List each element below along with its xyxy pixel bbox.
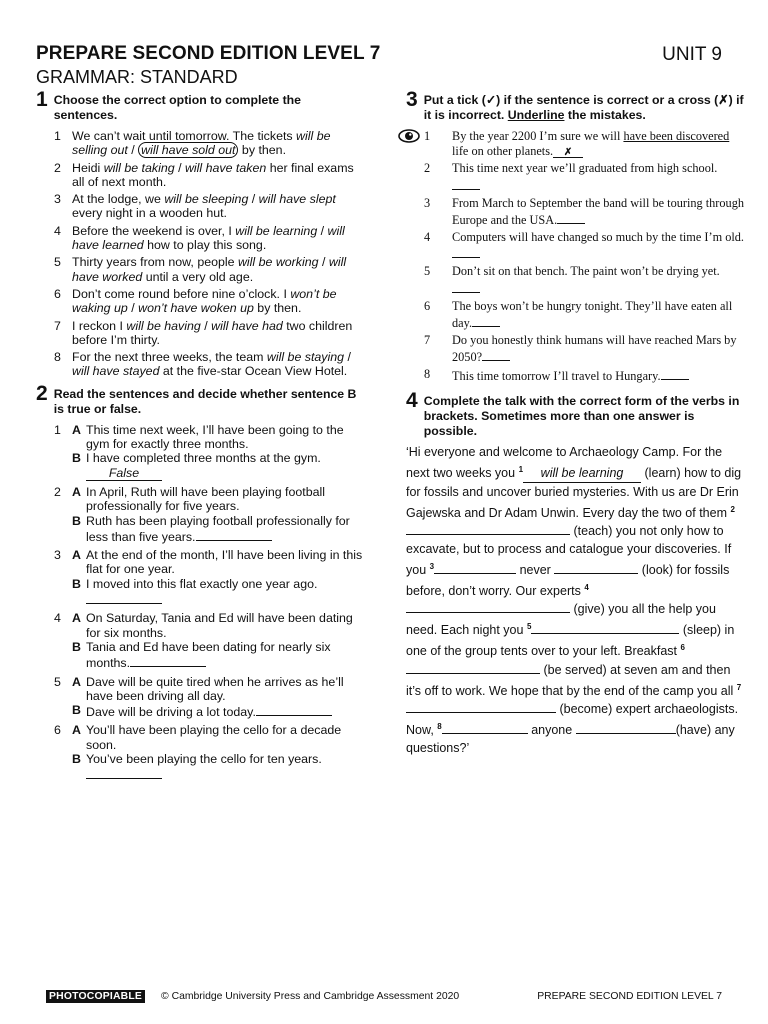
exercise-item: 3 A At the end of the month, I’ll have been living in this flat for one year. B I moved into this flat exactly one year ago. <box>36 548 366 607</box>
answer-blank[interactable] <box>406 522 570 535</box>
exercise-item: 4 Computers will have changed so much by the time I’m old. <box>406 230 744 263</box>
talk-text: ‘Hi everyone and welcome to Archaeology Camp. For the next two weeks you $^1$ will be learning (learn) how to dig for fossils and uncover buried mysteries. With us are Dr Erin Gajewska and Dr Adam Unwin. Every day the two of them $^2$ (teach) you not only how to excavate, but to process and catalogue your discoveries. If you $^3$ never (look) for fossils before, don’t worry. Our experts $^4$ (give) you all the help you need. Each night you $^5$ (sleep) in one of the group tents over to your left. Breakfast $^6$ (be served) at seven am and then it’s off to work. We hope that by the end of the camp you all $^7$ (become) expert archaeologists. Now, $^8$ anyone (have) any questions?’ <box>406 444 742 755</box>
document-title: PREPARE SECOND EDITION LEVEL 7 <box>36 43 381 64</box>
exercise-item: 5 Thirty years from now, people will be working / will have worked until a very old age. <box>54 255 347 284</box>
answer-blank[interactable] <box>452 245 480 258</box>
answer-blank[interactable] <box>452 280 480 293</box>
exercise-item: 4 A On Saturday, Tania and Ed will have been dating for six months. B Tania and Ed have been dating for nearly six months. <box>54 611 353 671</box>
circled-answer: will have sold out <box>138 142 238 158</box>
exercise-item: 6 The boys won’t be hungry tonight. They’ll have eaten all day. <box>424 298 733 330</box>
section-number: 3 <box>406 88 418 111</box>
answer-blank[interactable] <box>482 348 510 361</box>
answer-blank[interactable] <box>406 661 540 674</box>
exercise-item: 2 A In April, Ruth will have been playing football professionally for five years. B Ruth has been playing football professionally for less than five years. <box>54 484 350 544</box>
section-instruction: Complete the talk with the correct form of the verbs in brackets. Sometimes more than one answer is possible. <box>423 393 740 438</box>
photocopiable-badge: PHOTOCOPIABLE <box>46 990 145 1003</box>
section-number: 4 <box>406 388 418 412</box>
footer-series-label: PREPARE SECOND EDITION LEVEL 7 <box>537 991 722 1002</box>
exercise-item: 1 A This time next week, I’ll have been going to the gym for exactly three months. B I have completed three months at the gym. False <box>54 422 344 480</box>
copyright-notice: © Cambridge University Press and Cambridge Assessment 2020 <box>161 991 460 1002</box>
answer-blank[interactable] <box>256 703 332 716</box>
answer-blank[interactable] <box>576 721 676 734</box>
section-number: 2 <box>36 381 48 405</box>
unit-label: UNIT 9 <box>662 44 722 65</box>
exercise-item: 3 From March to September the band will be touring through Europe and the USA. <box>424 195 744 228</box>
answer-blank[interactable] <box>531 621 679 634</box>
section-2-items <box>36 423 366 783</box>
section-instruction: Choose the correct option to complete the sentences. <box>53 93 302 122</box>
exercise-item: 6 Don’t come round before nine o’clock. I won’t be waking up / won’t have woken up by then. <box>54 286 337 316</box>
example-answer: False <box>86 466 162 481</box>
exercise-item: 5 A Dave will be quite tired when he arrives as he’ll have been driving all day. B Dave will be driving a lot today. <box>54 674 344 720</box>
answer-blank[interactable] <box>86 591 162 604</box>
answer-blank[interactable] <box>472 314 500 327</box>
section-instruction: Put a tick (✓) if the sentence is correct or a cross (✗) if it is incorrect. Underline the mistakes. <box>423 93 744 122</box>
section-1-header <box>36 90 366 123</box>
cross-mark: ✗ <box>553 145 583 158</box>
exercise-item: 8 This time tomorrow I’ll travel to Hungary. <box>406 367 744 384</box>
section-instruction: Read the sentences and decide whether sentence B is true or false. <box>53 386 357 416</box>
page-footer <box>46 990 722 1003</box>
answer-blank[interactable] <box>442 721 528 734</box>
exercise-item: 4 Before the weekend is over, I will be learning / will have learned how to play this song. <box>54 223 345 253</box>
example-answer: will be learning <box>523 464 641 483</box>
section-1-items <box>36 129 366 379</box>
document-subtitle: GRAMMAR: STANDARD <box>36 67 238 87</box>
example-eye-icon <box>398 129 420 143</box>
answer-blank[interactable] <box>130 654 206 667</box>
exercise-item: 8 For the next three weeks, the team will be staying / will have stayed at the five-star Ocean View Hotel. <box>54 350 351 379</box>
answer-blank[interactable] <box>434 561 516 574</box>
section-number: 1 <box>36 88 48 111</box>
answer-blank[interactable] <box>406 600 570 613</box>
section-4-header <box>406 388 744 439</box>
right-column <box>406 90 744 757</box>
answer-blank[interactable] <box>557 211 585 224</box>
answer-blank[interactable] <box>452 177 480 190</box>
exercise-item: 7 Do you honestly think humans will have reached Mars by 2050? <box>424 332 737 365</box>
answer-blank[interactable] <box>86 766 162 779</box>
exercise-item: 6 A You’ll have been playing the cello for a decade soon. B You’ve been playing the cello for ten years. <box>36 723 366 782</box>
section-3-header <box>406 90 744 123</box>
exercise-item: 2 Heidi will be taking / will have taken her final exams all of next month. <box>54 160 354 189</box>
exercise-item: 3 At the lodge, we will be sleeping / will have slept every night in a wooden hut. <box>54 192 336 221</box>
answer-blank[interactable] <box>196 528 272 541</box>
section-2-header <box>36 381 366 417</box>
exercise-item: 1 By the year 2200 I’m sure we will have been discovered life on other planets. ✗ <box>424 129 730 159</box>
answer-blank[interactable] <box>554 561 638 574</box>
exercise-item: 5 Don’t sit on that bench. The paint won’t be drying yet. <box>406 264 744 297</box>
answer-blank[interactable] <box>406 700 556 713</box>
left-column <box>36 90 366 787</box>
exercise-item: 1 We can’t wait until tomorrow. The tickets will be selling out / will have sold out by then. <box>54 129 331 158</box>
answer-blank[interactable] <box>661 367 689 380</box>
exercise-item: 7 I reckon I will be having / will have had two children before I’m thirty. <box>54 318 353 347</box>
exercise-item: 2 This time next year we’ll graduated from high school. <box>406 161 744 194</box>
section-3-items <box>406 129 744 385</box>
